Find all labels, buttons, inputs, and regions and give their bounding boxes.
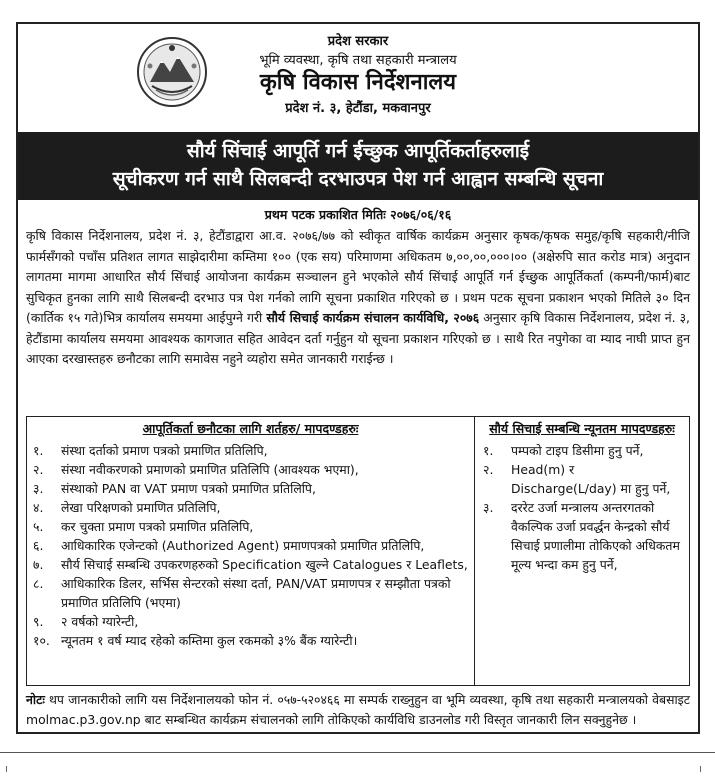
item-text: संस्था दर्ताको प्रमाण पत्रको प्रमाणित प्रतिलिपि, — [61, 443, 268, 458]
notice-body — [18, 226, 698, 370]
item-number: ६. — [33, 538, 44, 553]
item-text: पम्पको टाइप डिसीमा हुनु पर्ने, — [511, 443, 644, 458]
notice-header — [18, 24, 698, 132]
list-item — [33, 536, 468, 555]
item-number: ७. — [33, 557, 44, 572]
item-number: ९. — [33, 614, 44, 629]
item-number: १०. — [33, 633, 50, 648]
item-number: ४. — [33, 500, 44, 515]
item-number: २. — [483, 462, 494, 477]
item-text: आधिकारिक डिलर, सर्भिस सेन्टरको संस्था दर्ता, PAN/VAT प्रमाणपत्र र सम्झौता पत्रको प्रमाणित प्रतिलिपि (भएमा) — [61, 576, 451, 610]
list-item — [33, 612, 468, 631]
crop-mark — [6, 766, 13, 772]
solar-standards-heading: सौर्य सिचाई सम्बन्धि न्यूनतम मापदण्डहरुः — [489, 421, 675, 436]
body-bold-reference: सौर्य सिचाई कार्यक्रम संचालन कार्यविधि, २०७६ — [266, 310, 480, 326]
list-item — [33, 555, 468, 574]
nepal-emblem-icon — [136, 36, 208, 108]
body-part-1: कृषि विकास निर्देशनालय, प्रदेश नं. ३, हेटौंडाद्वारा आ.व. २०७६/७७ को स्वीकृत वार्षिक कार्यक्रम अनुसार कृषक/कृषक समुह/कृषि सहकारी/नीजि फार्मसँगको पचाँस प्रतिशत लागत साझेदारीमा कम्तिमा १०० (एक सय) परिमाणमा अधिकतम ७,००,००,०००।०० (अक्षेरुपि सात करोड मात्र) अनुदान लागतमा मागमा आधारित सौर्य सिंचाई आयोजना कार्यक्रम सञ्चालन हुने भएकोले सौर्य सिंचाई आपूर्ति गर्न ईच्छुक आपूर्तिकर्ता (कम्पनी/फार्म)बाट सुचिकृत हुनका लागि साथै सिलबन्दी दरभाउ पत्र पेश गर्नको लागि सूचना प्रकाशित गरिएको छ । प्रथम पटक सूचना प्रकाशन भएको मितिले ३० दिन (कार्तिक १५ गते)भित्र कार्यालय समयमा आईपुग्ने गरी — [26, 228, 690, 326]
list-item — [483, 460, 681, 498]
list-item — [483, 498, 681, 574]
solar-standards-list — [483, 441, 681, 574]
item-text: Head(m) र Discharge(L/day) मा हुनु पर्ने, — [511, 462, 671, 496]
supplier-criteria-list — [33, 441, 468, 650]
item-text: आधिकारिक एजेन्टको (Authorized Agent) प्रमाणपत्रको प्रमाणित प्रतिलिपि, — [61, 538, 425, 553]
list-item — [33, 631, 468, 650]
item-text: सौर्य सिचाई सम्बन्धि उपकरणहरुको Specification खुल्ने Catalogues र Leaflets, — [61, 557, 468, 572]
note-text: थप जानकारीको लागि यस निर्देशनालयको फोन नं. ०५७-५२०४६६ मा सम्पर्क राख्नुहुन वा भूमि व्यवस्था, कृषि तथा सहकारी मन्त्रालयको वेबसाइट molmac.p3.gov.np बाट सम्बन्धित कार्यक्रम संचालनको लागि तोकिएको कार्यविधि डाउनलोड गरी विस्तृत जानकारी लिन सक्नुहुनेछ । — [26, 692, 690, 727]
banner-line-2: सूचीकरण गर्न साथै सिलबन्दी दरभाउपत्र पेश गर्न आह्वान सम्बन्धि सूचना — [112, 167, 604, 190]
address-label: प्रदेश नं. ३, हेटौंडा, मकवानपुर — [285, 100, 431, 116]
item-number: ८. — [33, 576, 44, 591]
list-item — [33, 479, 468, 498]
directorate-title: कृषि विकास निर्देशनालय — [259, 70, 457, 96]
item-number: ५. — [33, 519, 44, 534]
notice-banner — [18, 132, 698, 200]
body-part-2: अनुसार कृषि विकास निर्देशनालय, प्रदेश नं. ३, हेटौंडामा कार्यालय समयमा आवश्यक कागजात सहित आवेदन दर्ता गर्नुहुन यो सूचना प्रकाशन गरिएको छ । साथै रित नपुगेका वा म्याद नाघी प्राप्त हुन आएका दरखास्तहरु छनौटका लागि समावेस नहुने व्यहोरा समेत जानकारी गराईन्छ । — [26, 310, 690, 367]
list-item — [33, 441, 468, 460]
crop-mark — [700, 766, 707, 772]
item-text: २ वर्षको ग्यारेन्टी, — [61, 614, 139, 629]
item-text: संस्थाको PAN वा VAT प्रमाण पत्रको प्रमाणित प्रतिलिपि, — [61, 481, 316, 496]
item-number: १. — [483, 443, 494, 458]
item-number: ३. — [483, 500, 494, 515]
ministry-label: भूमि व्यवस्था, कृषि तथा सहकारी मन्त्रालय — [259, 52, 457, 68]
supplier-criteria-heading: आपूर्तिकर्ता छनौटका लागि शर्तहरु/ मापदण्डहरुः — [142, 421, 359, 436]
criteria-table — [26, 416, 690, 686]
item-number: १. — [33, 443, 44, 458]
banner-line-1: सौर्य सिंचाई आपूर्ति गर्न ईच्छुक आपूर्तिकर्ताहरुलाई — [186, 140, 530, 162]
list-item — [33, 517, 468, 536]
government-label: प्रदेश सरकार — [327, 34, 389, 49]
published-date: प्रथम पटक प्रकाशित मितिः २०७६/०६/१६ — [264, 207, 452, 223]
item-text: कर चुक्ता प्रमाण पत्रको प्रमाणित प्रतिलिपि, — [61, 519, 254, 534]
notice-frame — [16, 22, 700, 734]
list-item — [33, 574, 468, 612]
item-number: ३. — [33, 481, 44, 496]
solar-standards-column — [475, 417, 689, 685]
item-number: २. — [33, 462, 44, 477]
page-divider — [0, 752, 715, 753]
item-text: दररेट उर्जा मन्त्रालय अन्तरगतको वैकल्पिक उर्जा प्रवर्द्धन केन्द्रको सौर्य सिचाई प्रणालीमा तोकिएको अधिकतम मूल्य भन्दा कम हुनु पर्ने, — [511, 500, 680, 572]
item-text: न्यूनतम १ वर्ष म्याद रहेको कम्तिमा कुल रकमको ३% बैंक ग्यारेन्टी। — [61, 633, 358, 648]
item-text: लेखा परिक्षणको प्रमाणित प्रतिलिपि, — [61, 500, 221, 515]
supplier-criteria-column — [27, 417, 475, 685]
list-item — [483, 441, 681, 460]
note-section — [26, 690, 690, 730]
list-item — [33, 498, 468, 517]
note-label: नोटः — [26, 692, 45, 707]
item-text: संस्था नवीकरणको प्रमाणको प्रमाणित प्रतिलिपि (आवश्यक भएमा), — [61, 462, 359, 477]
list-item — [33, 460, 468, 479]
